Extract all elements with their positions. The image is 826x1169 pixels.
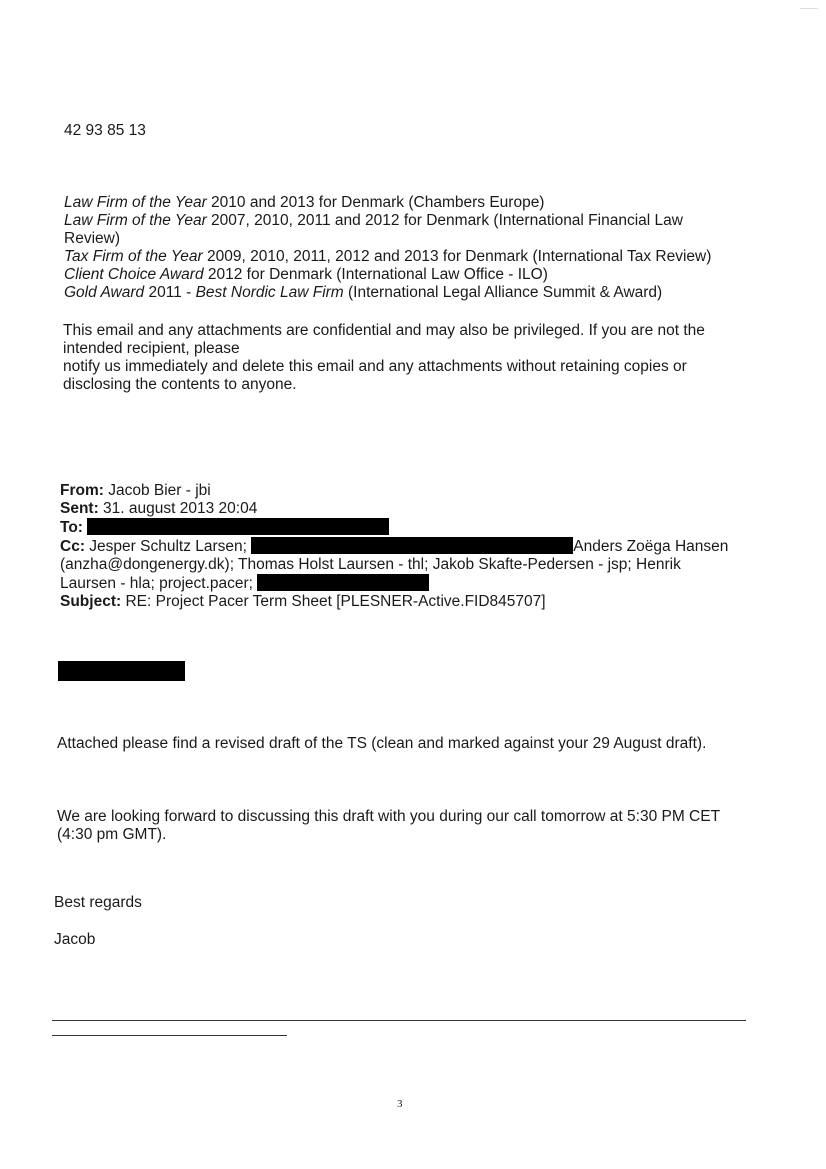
award-line: Law Firm of the Year 2010 and 2013 for Denmark (Chambers Europe) [64, 194, 545, 211]
redaction-block [251, 537, 573, 554]
signature: Jacob [54, 931, 96, 948]
email-header [60, 482, 780, 611]
award-line: Client Choice Award 2012 for Denmark (International Law Office - ILO) [64, 266, 548, 283]
redacted-salutation [58, 661, 185, 681]
divider-line [52, 1020, 746, 1021]
redaction-block [257, 574, 429, 591]
award-line: Tax Firm of the Year 2009, 2010, 2011, 2012 and 2013 for Denmark (International Tax Review) [64, 248, 712, 265]
closing: Best regards [54, 894, 142, 911]
cc-line: Cc: Jesper Schultz Larsen; Anders Zoëga Hansen [60, 538, 729, 555]
award-line: Review) [64, 230, 120, 247]
award-line: Law Firm of the Year 2007, 2010, 2011 and 2012 for Denmark (International Financial Law [64, 212, 683, 229]
confidentiality-notice: This email and any attachments are confidential and may also be privileged. If you are not the intended recipient, please notify us immediately and delete this email and any attachments without retaining copies or disclosing the contents to anyone. [63, 322, 705, 393]
sent-line: Sent: 31. august 2013 20:04 [60, 500, 258, 517]
to-line: To: [60, 518, 780, 537]
divider-line-short [52, 1035, 287, 1036]
page-number: 3 [397, 1098, 403, 1110]
redaction-block [87, 518, 389, 535]
body-paragraph-1: Attached please find a revised draft of the TS (clean and marked against your 29 August draft). [57, 735, 707, 752]
phone-number: 42 93 85 13 [64, 122, 146, 139]
body-paragraph-2: We are looking forward to discussing this draft with you during our call tomorrow at 5:30 PM CET (4:30 pm GMT). [57, 808, 721, 843]
from-line: From: Jacob Bier - jbi [60, 482, 211, 499]
scan-mark [800, 8, 818, 9]
subject-line: Subject: RE: Project Pacer Term Sheet [PLESNER-Active.FID845707] [60, 593, 546, 610]
award-line: Gold Award 2011 - Best Nordic Law Firm (International Legal Alliance Summit & Award) [64, 284, 663, 301]
cc-line-3: Laursen - hla; project.pacer; [60, 574, 780, 593]
awards-list [64, 194, 764, 302]
cc-line-2: (anzha@dongenergy.dk); Thomas Holst Laursen - thl; Jakob Skafte-Pedersen - jsp; Henrik [60, 556, 681, 573]
